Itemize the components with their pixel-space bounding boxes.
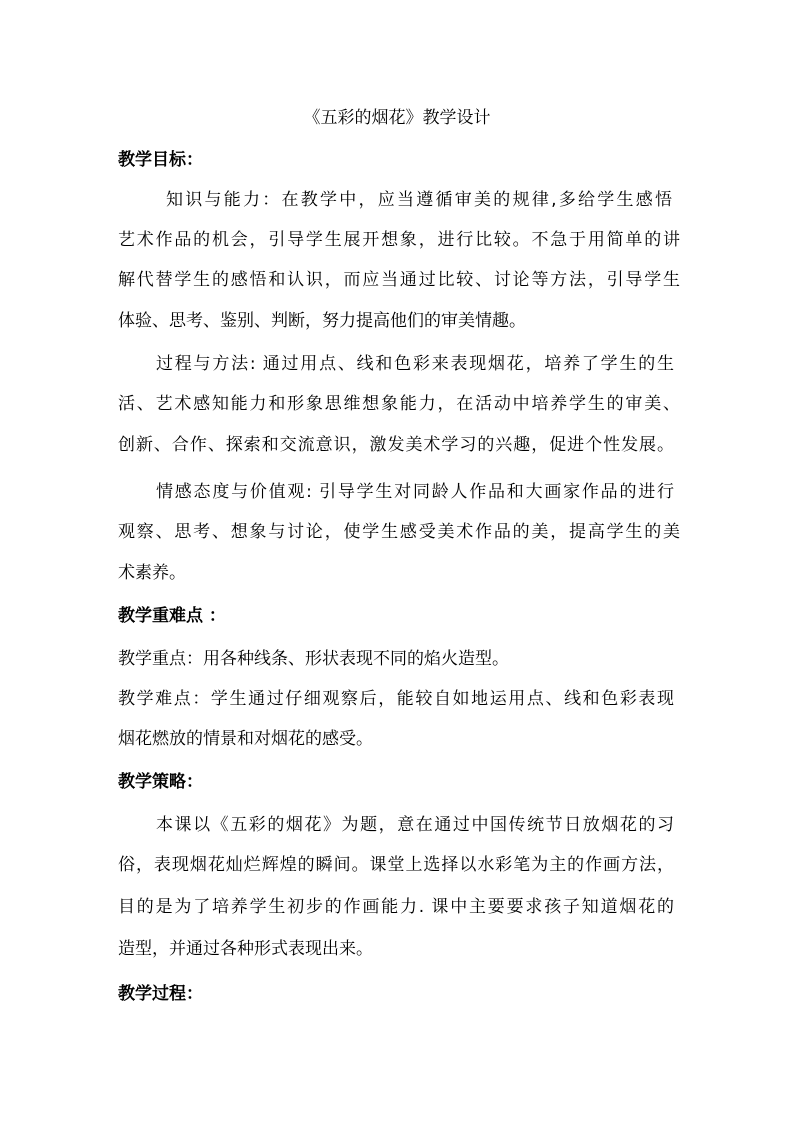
process-line-2: 活、艺术感知能力和形象思维想象能力，在活动中培养学生的审美、 [118, 394, 680, 414]
strategy-line-2: 俗，表现烟花灿烂辉煌的瞬间。课堂上选择以水彩笔为主的作画方法， [118, 855, 674, 875]
process-line-3: 创新、合作、探索和交流意识，激发美术学习的兴趣，促进个性发展。 [118, 435, 674, 455]
knowledge-line-4: 体验、思考、鉴别、判断，努力提高他们的审美情趣。 [118, 311, 526, 331]
process-line-1: 过程与方法: 通过用点、线和色彩来表现烟花，培养了学生的生 [156, 354, 674, 374]
strategy-line-4: 造型，并通过各种形式表现出来。 [118, 939, 373, 959]
emotion-line-2: 观察、思考、想象与讨论，使学生感受美术作品的美，提高学生的美 [118, 522, 680, 542]
heading-objectives: 教学目标： [118, 150, 203, 170]
knowledge-line-3: 解代替学生的感悟和认识，而应当通过比较、讨论等方法，引导学生 [118, 270, 680, 290]
key-focus-line: 教学重点：用各种线条、形状表现不同的焰火造型。 [118, 649, 509, 669]
emotion-line-1: 情感态度与价值观: 引导学生对同龄人作品和大画家作品的进行 [156, 482, 674, 502]
strategy-line-1: 本课以《五彩的烟花》为题，意在通过中国传统节日放烟花的习 [156, 815, 674, 835]
difficulty-line-2: 烟花燃放的情景和对烟花的感受。 [118, 729, 373, 749]
knowledge-line-2: 艺术作品的机会，引导学生展开想象，进行比较。不急于用简单的讲 [118, 230, 680, 250]
knowledge-line-1: 知识与能力：在教学中，应当遵循审美的规律,多给学生感悟 [166, 190, 672, 210]
strategy-line-3: 目的是为了培养学生初步的作画能力. 课中主要要求孩子知道烟花的 [118, 897, 674, 917]
emotion-line-3: 术素养。 [118, 563, 186, 583]
heading-process: 教学过程： [118, 984, 203, 1004]
heading-key-points: 教学重难点 ： [118, 606, 226, 626]
document-title: 《五彩的烟花》教学设计 [303, 108, 491, 128]
difficulty-line-1: 教学难点：学生通过仔细观察后，能较自如地运用点、线和色彩表现 [118, 689, 674, 709]
heading-strategy: 教学策略： [118, 772, 203, 792]
